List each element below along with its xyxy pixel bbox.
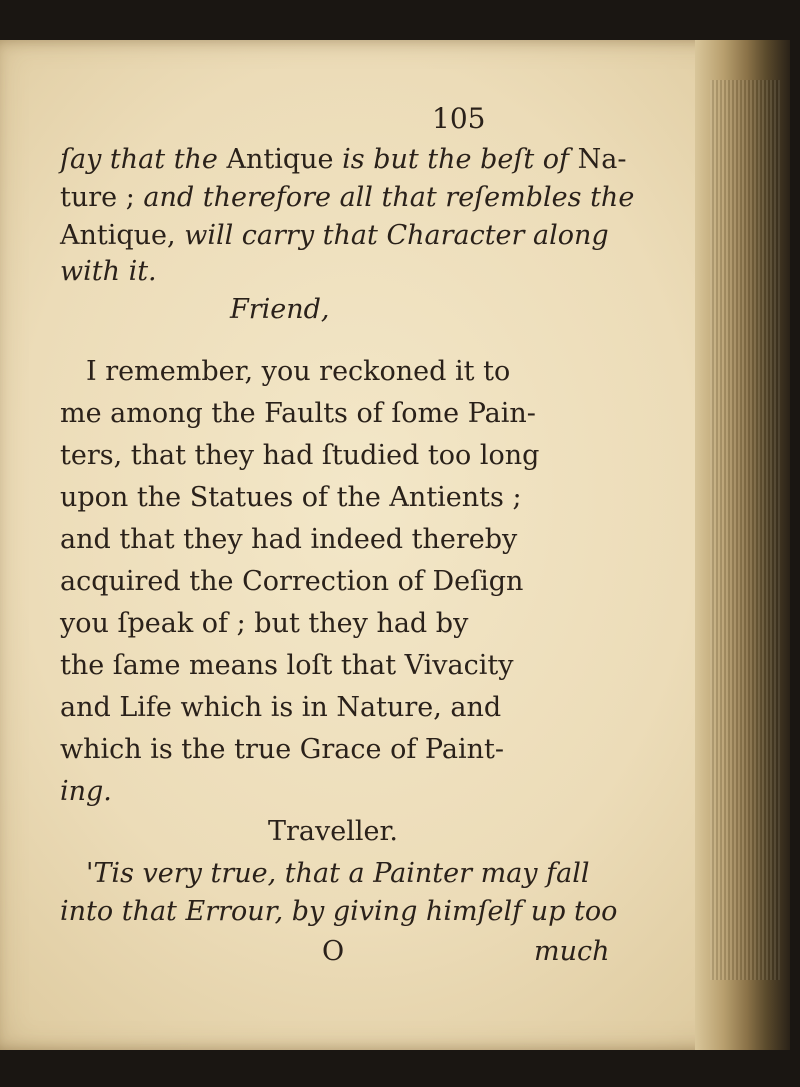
line-4-a: with it. — [60, 256, 157, 287]
paragraph-line: and Life which is in Nature, and — [60, 692, 502, 723]
line-1-b: Antique — [226, 144, 334, 175]
paragraph-line: which is the true Grace of Paint- — [60, 734, 504, 765]
signature-mark: O — [322, 936, 345, 967]
line-2-a: ture ; — [60, 182, 144, 213]
paragraph-line: ing. — [60, 776, 112, 807]
line-1-c: is but the beſt of — [333, 144, 578, 175]
line-1-a: ſay that the — [60, 144, 227, 175]
text-line — [60, 220, 609, 252]
paragraph-line: me among the Faults of ſome Pain- — [60, 398, 536, 429]
book-gutter — [695, 40, 790, 1050]
paragraph-line: I remember, you reckoned it to — [86, 356, 511, 387]
line-1-d: Na- — [577, 144, 627, 175]
line-3-a: Antique, — [60, 220, 185, 251]
closing-line: into that Errour, by giving himſelf up too — [60, 896, 618, 927]
speaker-friend: Friend, — [230, 294, 330, 325]
book-page — [0, 40, 790, 1050]
paragraph-line: the ſame means loſt that Vivacity — [60, 650, 514, 681]
paragraph-line: acquired the Correction of Deſign — [60, 566, 524, 597]
line-2-b: and therefore all that reſembles the — [143, 182, 635, 213]
closing-line: 'Tis very true, that a Painter may fall — [86, 858, 590, 889]
page-number: 105 — [432, 102, 486, 135]
paragraph-line: ters, that they had ſtudied too long — [60, 440, 540, 471]
line-3-b: will carry that Character along — [184, 220, 609, 251]
paragraph-line: you ſpeak of ; but they had by — [60, 608, 469, 639]
text-line — [60, 144, 626, 176]
paragraph-line: upon the Statues of the Antients ; — [60, 482, 522, 513]
catchword: much — [534, 936, 610, 967]
speaker-traveller: Traveller. — [268, 816, 399, 847]
text-line — [60, 256, 157, 288]
text-line — [60, 182, 634, 214]
paragraph-line: and that they had indeed thereby — [60, 524, 518, 555]
page-edges — [710, 80, 780, 980]
